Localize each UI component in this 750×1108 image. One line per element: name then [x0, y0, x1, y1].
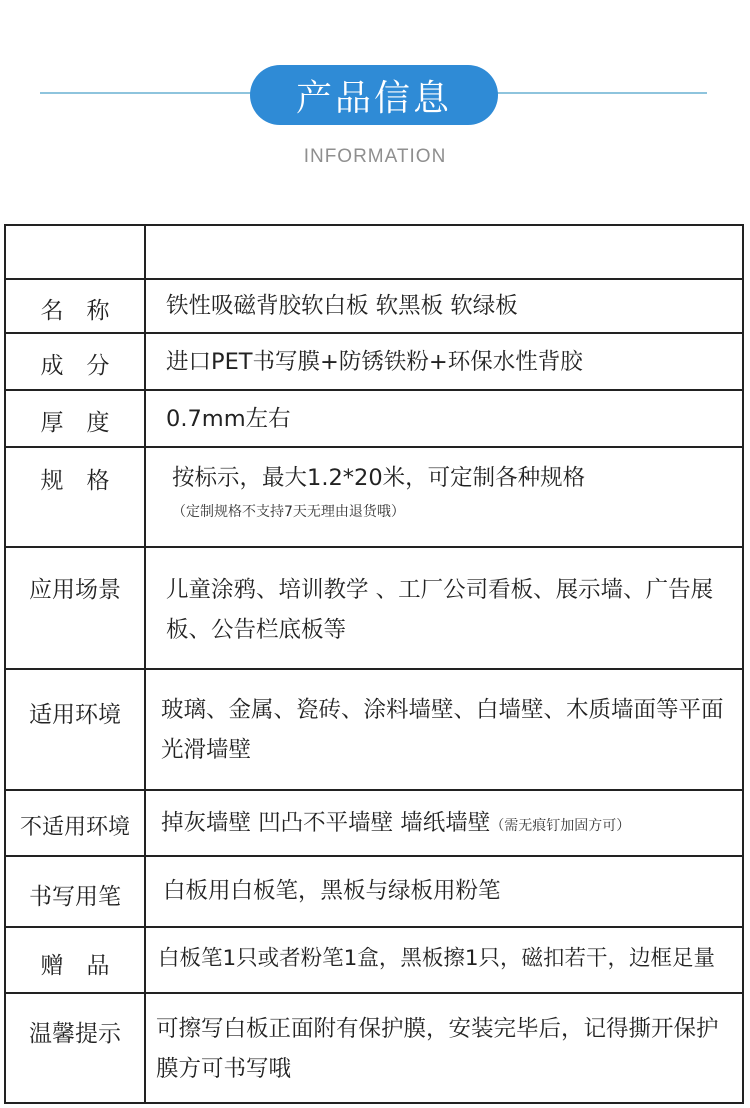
row-value: 0.7mm左右 — [166, 406, 291, 432]
table-row-tips — [6, 994, 742, 1106]
row-value: 进口PET书写膜+防锈铁粉+环保水性背胶 — [166, 349, 583, 375]
row-note: （需无痕钉加固方可） — [490, 818, 631, 834]
section-subtitle: INFORMATION — [303, 146, 447, 167]
row-label: 厚 度 — [40, 410, 110, 436]
row-value-block — [172, 458, 736, 522]
row-value: 可擦写白板正面附有保护膜，安装完毕后，记得撕开保护膜方可书写哦 — [156, 1016, 719, 1082]
section-title-badge — [250, 65, 498, 125]
row-label: 书写用笔 — [29, 884, 121, 910]
row-label: 应用场景 — [29, 577, 121, 603]
row-value: 白板笔1只或者粉笔1盒，黑板擦1只，磁扣若干，边框足量 — [158, 946, 716, 971]
title-divider-left — [40, 92, 255, 94]
row-label: 规 格 — [40, 468, 110, 494]
table-row-name — [6, 280, 742, 334]
row-value: 铁性吸磁背胶软白板 软黑板 软绿板 — [166, 293, 518, 319]
row-value: 玻璃、金属、瓷砖、涂料墙壁、白墙壁、木质墙面等平面光滑墙壁 — [161, 697, 724, 763]
title-divider-right — [495, 92, 707, 94]
row-value: 儿童涂鸦、培训教学 、工厂公司看板、展示墙、广告展板、公告栏底板等 — [166, 577, 714, 643]
table-row-pens — [6, 857, 742, 928]
table-row-spec — [6, 448, 742, 548]
table-row-scenarios — [6, 548, 742, 670]
product-info-table — [4, 224, 744, 1104]
table-row-composition — [6, 334, 742, 391]
table-row-unsuitable — [6, 791, 742, 857]
row-label: 赠 品 — [40, 953, 110, 979]
row-label: 温馨提示 — [29, 1021, 121, 1047]
row-value: 白板用白板笔，黑板与绿板用粉笔 — [163, 878, 501, 904]
table-row-suitable — [6, 670, 742, 791]
table-row-gifts — [6, 928, 742, 994]
row-value-block — [161, 803, 736, 846]
table-row-thickness — [6, 391, 742, 448]
row-value: 按标示，最大1.2*20米，可定制各种规格 — [172, 465, 586, 491]
row-note: （定制规格不支持7天无理由退货哦） — [172, 504, 405, 520]
row-label: 适用环境 — [29, 702, 121, 728]
row-label: 不适用环境 — [19, 815, 130, 840]
row-label: 名 称 — [40, 298, 110, 324]
row-label: 成 分 — [40, 353, 110, 379]
section-title: 产品信息 — [295, 77, 452, 119]
table-row-blank — [6, 226, 742, 280]
row-value: 掉灰墙壁 凹凸不平墙壁 墙纸墙壁 — [161, 810, 491, 836]
